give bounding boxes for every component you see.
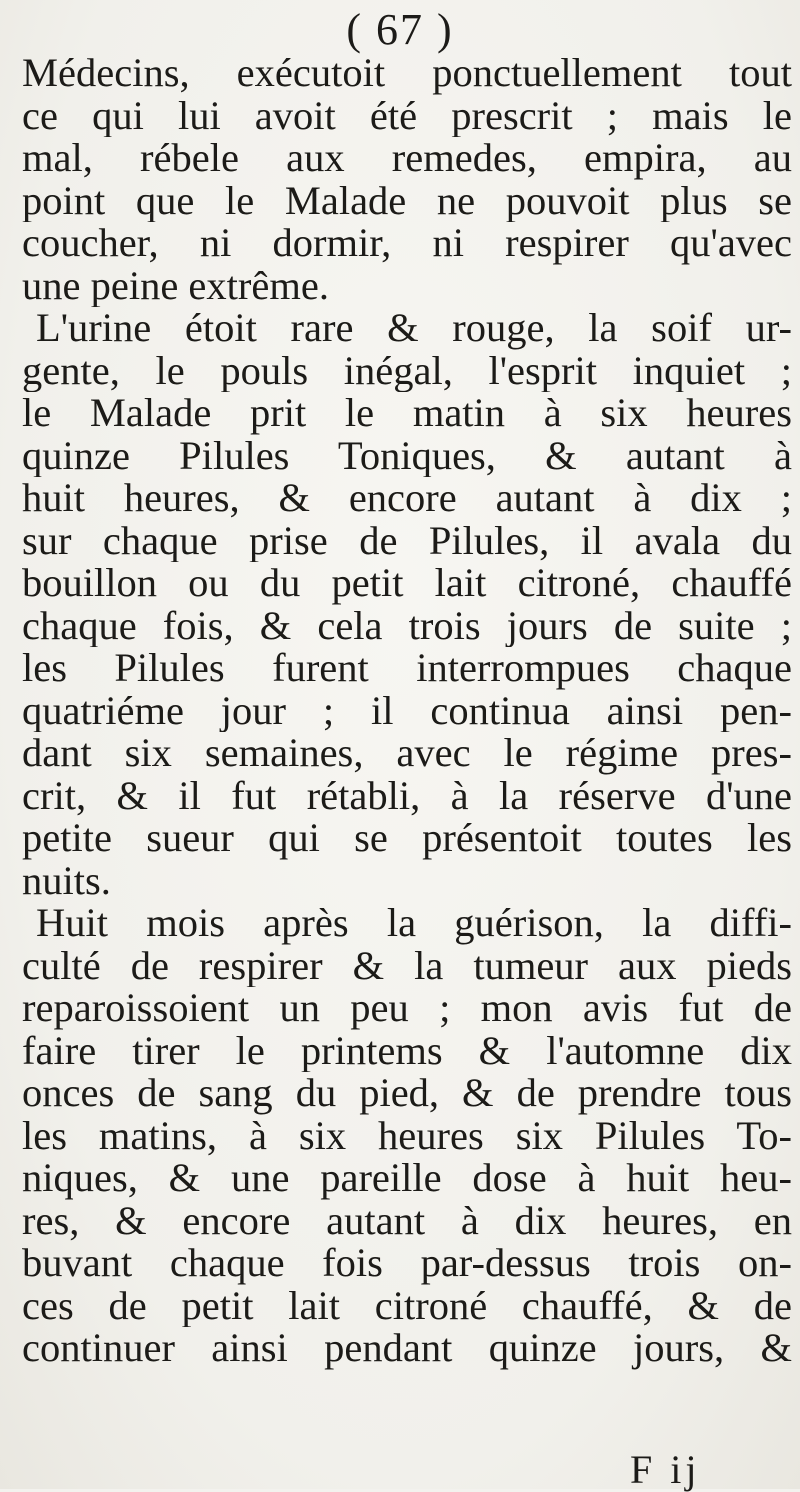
signature-mark: F ij	[630, 1447, 701, 1492]
text-line: coucher, ni dormir, ni respirer qu'avec	[22, 222, 792, 265]
text-line: dant six semaines, avec le régime pres-	[22, 732, 792, 775]
text-line: quatriéme jour ; il continua ainsi pen-	[22, 689, 792, 732]
text-line: petite sueur qui se présentoit toutes les	[22, 817, 792, 860]
text-line: nuits.	[22, 859, 111, 902]
text-line: crit, & il fut rétabli, à la réserve d'une	[22, 774, 792, 817]
text-line: point que le Malade ne pouvoit plus se	[22, 179, 792, 222]
text-line: reparoissoient un peu ; mon avis fut de	[22, 987, 792, 1030]
text-line: le Malade prit le matin à six heures	[22, 392, 792, 435]
text-line: les matins, à six heures six Pilules To-	[22, 1114, 792, 1157]
text-line: onces de sang du pied, & de prendre tous	[22, 1072, 792, 1115]
text-line: continuer ainsi pendant quinze jours, &	[22, 1327, 792, 1370]
text-line: res, & encore autant à dix heures, en	[22, 1199, 792, 1242]
body-text	[22, 52, 792, 1370]
text-line: sur chaque prise de Pilules, il avala du	[22, 519, 792, 562]
text-line: mal, rébele aux remedes, empira, au	[22, 137, 792, 180]
page-number: ( 67 )	[346, 5, 454, 54]
text-line: Médecins, exécutoit ponctuellement tout	[22, 52, 792, 95]
text-line: ce qui lui avoit été prescrit ; mais le	[22, 94, 792, 137]
text-line: une peine extrême.	[22, 264, 329, 307]
text-line: niques, & une pareille dose à huit heu-	[22, 1157, 792, 1200]
text-line: huit heures, & encore autant à dix ;	[22, 477, 792, 520]
text-line: chaque fois, & cela trois jours de suite ;	[22, 604, 792, 647]
text-line: faire tirer le printems & l'automne dix	[22, 1029, 792, 1072]
text-line: bouillon ou du petit lait citroné, chauffé	[22, 562, 792, 605]
text-line: buvant chaque fois par-dessus trois on-	[22, 1242, 792, 1285]
text-line: Huit mois après la guérison, la diffi-	[36, 902, 792, 945]
text-line: culté de respirer & la tumeur aux pieds	[22, 944, 792, 987]
text-line: quinze Pilules Toniques, & autant à	[22, 434, 792, 477]
text-line: les Pilules furent interrompues chaque	[22, 647, 792, 690]
text-line: gente, le pouls inégal, l'esprit inquiet ;	[22, 349, 792, 392]
text-line: L'urine étoit rare & rouge, la soif ur-	[36, 307, 792, 350]
text-line: ces de petit lait citroné chauffé, & de	[22, 1284, 792, 1327]
